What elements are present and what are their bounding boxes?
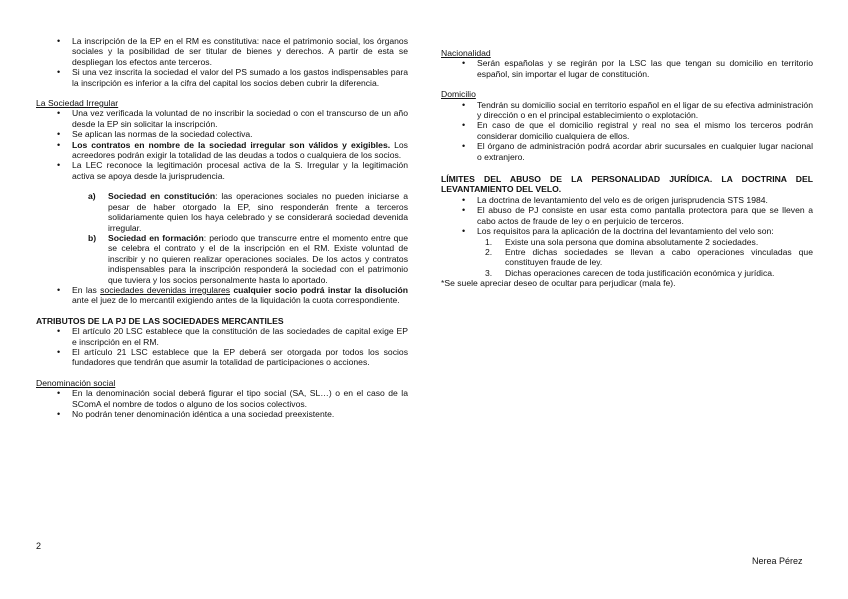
text: ante el juez de lo mercantil exigiendo antes de la liquidación la cuota correspondiente. bbox=[72, 295, 400, 306]
text: : periodo que transcurre entre el momento entre que se celebra el contrato y el de la inscripción en el RM. Existe voluntad de inscribir y no quieren realizar operaciones sociales. De los actos y contratos indispensables para la inscripción responderá la sociedad con el patrimonio que tuviera y los socios personalmente hasta lo aportado. bbox=[108, 232, 408, 285]
bold-text: Los contratos en nombre de la sociedad irregular son válidos y exigibles. bbox=[72, 139, 391, 150]
irregular-sublist bbox=[88, 191, 408, 285]
author-name: Nerea Pérez bbox=[752, 556, 803, 566]
list-item: • Los requisitos para la aplicación de la doctrina del levantamiento del velo son: bbox=[441, 226, 813, 236]
text: Los acreedores podrán exigir la totalidad de las deudas a todos o cualquiera de los socios. bbox=[72, 139, 408, 161]
list-item: • No podrán tener denominación idéntica a una sociedad preexistente. bbox=[36, 409, 408, 419]
domicilio-list bbox=[441, 100, 813, 162]
list-item: • El abuso de PJ consiste en usar esta como pantalla protectora para que se lleven a cabo actos de fraude de ley o en perjuicio de terceros. bbox=[441, 205, 813, 226]
text: Dichas operaciones carecen de toda justificación económica y jurídica. bbox=[505, 267, 775, 278]
requisitos-list bbox=[485, 237, 813, 279]
section-heading-denominacion: Denominación social bbox=[36, 377, 116, 388]
bold-text: Sociedad en formación bbox=[108, 232, 204, 243]
list-item: • Tendrán su domicilio social en territorio español en el ligar de su efectiva administración y dirección o en el principal establecimiento o explotación. bbox=[441, 100, 813, 121]
list-item: • En la denominación social deberá figurar el tipo social (SA, SL…) o en el caso de la SComA el nombre de todos o alguno de los socios colectivos. bbox=[36, 388, 408, 409]
section-heading-sociedad-irregular: La Sociedad Irregular bbox=[36, 98, 119, 109]
bold-text: Sociedad en constitución bbox=[108, 191, 216, 202]
list-item: • La LEC reconoce la legitimación procesal activa de la S. Irregular y la legitimación activa se apoya desde la jurisprudencia. bbox=[36, 160, 408, 181]
denominacion-list bbox=[36, 388, 408, 419]
intro-list bbox=[36, 36, 408, 88]
list-item bbox=[88, 233, 408, 285]
section-heading-limites: LÍMITES DEL ABUSO DE LA PERSONALIDAD JURÍDICA. LA DOCTRINA DEL LEVANTAMIENTO DEL VELO. bbox=[441, 174, 813, 195]
section-heading-nacionalidad: Nacionalidad bbox=[441, 48, 491, 58]
list-item: • Se aplican las normas de la sociedad colectiva. bbox=[36, 129, 408, 139]
irregular-list-end bbox=[36, 285, 408, 306]
limites-list bbox=[441, 195, 813, 237]
list-marker: b) bbox=[88, 232, 97, 243]
list-marker: 1. bbox=[485, 236, 493, 247]
irregular-list bbox=[36, 108, 408, 181]
list-marker: 3. bbox=[485, 267, 493, 278]
list-item: • La inscripción de la EP en el RM es constitutiva: nace el patrimonio social, los órganos sociales y la posibilidad de ser titular de bienes y derechos. A partir de esta se despliegan los efectos ante terceros. bbox=[36, 36, 408, 67]
page-number: 2 bbox=[36, 541, 42, 551]
list-item: • El artículo 21 LSC establece que la EP deberá ser otorgada por todos los socios fundadores que tendrán que asumir la totalidad de participaciones o acciones. bbox=[36, 347, 408, 368]
text: En las bbox=[72, 284, 101, 295]
list-item: • Una vez verificada la voluntad de no inscribir la sociedad o con el transcurso de un año desde la EP sin solicitar la inscripción. bbox=[36, 108, 408, 129]
list-marker: 2. bbox=[485, 246, 493, 257]
list-item bbox=[88, 191, 408, 233]
text: Existe una sola persona que domina absolutamente 2 sociedades. bbox=[505, 236, 759, 247]
list-item: • Serán españolas y se regirán por la LSC las que tengan su domicilio en territorio español, sin importar el lugar de constitución. bbox=[441, 58, 813, 79]
list-item bbox=[485, 247, 813, 268]
footnote: *Se suele apreciar deseo de ocultar para perjudicar (mala fe). bbox=[441, 278, 676, 289]
list-marker: a) bbox=[88, 191, 96, 202]
text: Entre dichas sociedades se llevan a cabo operaciones vinculadas que constituyen fraude de ley. bbox=[505, 246, 813, 268]
right-column bbox=[441, 36, 813, 289]
section-heading-domicilio: Domicilio bbox=[441, 89, 476, 100]
atributos-list bbox=[36, 326, 408, 368]
list-item: • El órgano de administración podrá acordar abrir sucursales en cualquier lugar nacional o extranjero. bbox=[441, 141, 813, 162]
section-heading-atributos: ATRIBUTOS DE LA PJ DE LAS SOCIEDADES MERCANTILES bbox=[36, 315, 284, 326]
list-item: • La doctrina de levantamiento del velo es de origen jurisprudencia STS 1984. bbox=[441, 195, 813, 205]
list-item bbox=[36, 140, 408, 161]
list-item bbox=[36, 285, 408, 306]
list-item: • El artículo 20 LSC establece que la constitución de las sociedades de capital exige EP e inscripción en el RM. bbox=[36, 326, 408, 347]
nacionalidad-list bbox=[441, 58, 813, 79]
list-item bbox=[485, 237, 813, 247]
list-item: • En caso de que el domicilio registral y real no sea el mismo los terceros podrán considerar domicilio cualquiera de ellos. bbox=[441, 120, 813, 141]
underlined-text: sociedades devenidas irregulares bbox=[100, 284, 231, 295]
list-item bbox=[485, 268, 813, 278]
text: : las operaciones sociales no pueden iniciarse a pesar de haber otorgado la EP, sino responderán frente a terceros solidariamente quien los haya celebrado y se considerará sociedad devenida irregular. bbox=[108, 191, 408, 233]
bold-text: cualquier socio podrá instar la disolución bbox=[230, 284, 408, 295]
list-item: • Si una vez inscrita la sociedad el valor del PS sumado a los gastos indispensables para la inscripción es inferior a la cifra del capital los socios deben cubrir la diferencia. bbox=[36, 67, 408, 88]
left-column bbox=[36, 36, 408, 419]
